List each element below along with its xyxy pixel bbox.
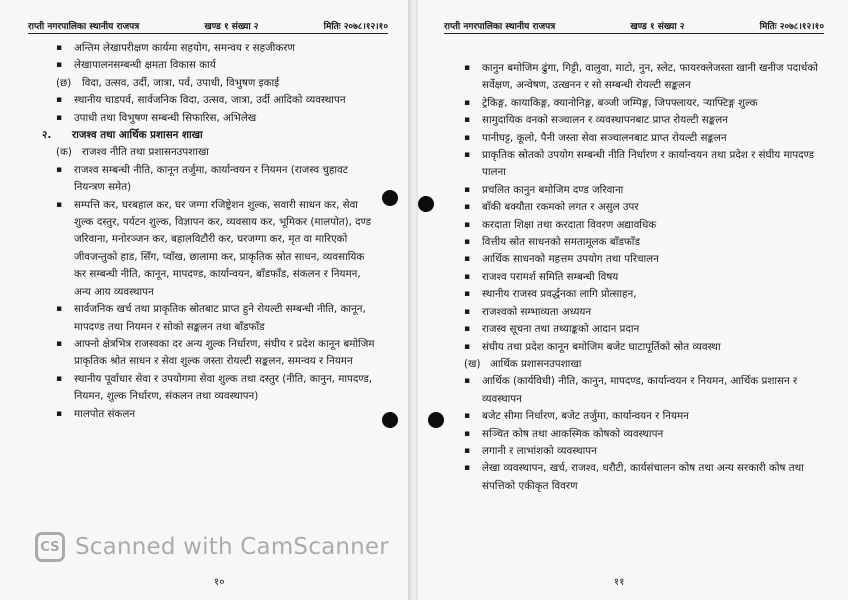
list-item: ▪ राजश्वको सम्भाव्यता अध्ययन xyxy=(448,304,820,321)
subsection-title: आर्थिक प्रशासनउपशाखा xyxy=(490,357,582,370)
left-page xyxy=(0,0,410,600)
left-page-content xyxy=(40,40,375,423)
list-item: ▪ संघीय तथा प्रदेश कानून बमोजिम बजेट घाटापूर्तिको स्रोत व्यवस्था xyxy=(448,339,820,356)
list-item: ▪ प्रचलित कानुन बमोजिम दण्ड जरिवाना xyxy=(448,182,820,199)
binder-hole xyxy=(418,196,434,212)
list-item: ▪ आर्थिक (कार्यविधी) नीति, कानुन, मापदण्ड, कार्यान्वयन र नियमन, आर्थिक प्रशासन र व्यवस्थापन xyxy=(448,373,820,408)
list-item: ▪ बजेट सीमा निर्धारण, बजेट तर्जुमा, कार्यान्वयन र नियमन xyxy=(448,408,820,425)
binder-hole xyxy=(428,412,444,428)
list-item: ▪ सामुदायिक वनको सञ्चालन र व्यवस्थापनबाट प्राप्त रोयल्टी सङ्कलन xyxy=(448,112,820,129)
list-item: ▪ स्थानीय राजस्व प्रवर्द्धनका लागि प्रोत्साहन, xyxy=(448,286,820,303)
camscanner-watermark xyxy=(35,532,389,562)
camscanner-logo-icon: CS xyxy=(35,532,65,562)
volume-number: खण्ड १ संख्या २ xyxy=(630,22,685,32)
list-item: ▪ मालपोत संकलन xyxy=(40,406,375,423)
list-item: ▪ ट्रेकिङ्ग, कायाकिङ्ग, क्यानोनिङ्ग, बञ्जी जम्पिङ्ग, जिपफ्लायर, ऱ्याफ्टिङ्ग शुल्क xyxy=(448,95,820,112)
list-item: ▪ पानीघट्ट, कूलो, पैनी जस्ता सेवा सञ्चालनबाट प्राप्त रोयल्टी सङ्कलन xyxy=(448,130,820,147)
right-page-content xyxy=(448,60,820,495)
list-item: ▪ राजस्व सूचना तथा तथ्याङ्कको आदान प्रदान xyxy=(448,321,820,338)
volume-number: खण्ड १ संख्या २ xyxy=(204,22,259,32)
list-cha xyxy=(40,92,375,127)
gazette-title: राप्ती नगरपालिका स्थानीय राजपत्र xyxy=(444,22,556,32)
left-page-header xyxy=(28,16,388,34)
list-item: ▪ लेखापालनसम्बन्धी क्षमता विकास कार्य xyxy=(40,57,375,74)
list-item: ▪ करदाता शिक्षा तथा करदाता विवरण अद्यावधिक xyxy=(448,217,820,234)
list-item: ▪ प्राकृतिक स्रोतको उपयोग सम्बन्धी नीति निर्धारण र कार्यान्वयन तथा प्रदेश र संघीय मापदण्ड पालना xyxy=(448,147,820,182)
list-item: ▪ स्थानीय चाडपर्व, सार्वजनिक विदा, उत्सव, जात्रा, उर्दी आदिको व्यवस्थापन xyxy=(40,92,375,109)
list-item: ▪ स्थानीय पूर्वाधार सेवा र उपयोगमा सेवा शुल्क तथा दस्तुर (नीति, कानुन, मापदण्ड, नियमन, शुल्क निर्धारण, संकलन तथा व्यवस्थापन) xyxy=(40,371,375,406)
list-item: ▪ बाँकी बक्यौता रकमको लगत र असुल उपर xyxy=(448,199,820,216)
subsection-label: (छ) xyxy=(56,76,72,89)
publication-date: मितिः २०७८।१२।१० xyxy=(759,22,824,32)
list-item: ▪ कानुन बमोजिम ढुंगा, गिट्टी, वालुवा, माटो, नुन, स्लेट, फायरक्लेजस्ता खानी खनीज पदार्थको सर्वेक्षण, अन्वेषण, उत्खनन र सो सम्बन्धी रोयल्टी सङ्कलन xyxy=(448,60,820,95)
list-item: ▪ अन्तिम लेखापरीक्षण कार्यमा सहयोग, समन्वय र सहजीकरण xyxy=(40,40,375,57)
right-page xyxy=(418,0,848,600)
page-number: १० xyxy=(214,577,225,588)
section-title: राजश्व तथा आर्थिक प्रशासन शाखा xyxy=(72,129,203,142)
subsection-label: (क) xyxy=(56,146,72,159)
section-number: २. xyxy=(42,129,52,142)
subsection-heading xyxy=(40,144,375,161)
list-item: ▪ राजश्व सम्बन्धी नीति, कानून तर्जुमा, कार्यान्वयन र नियमन (राजस्व चुहावट नियन्त्रण समेत) xyxy=(40,162,375,197)
list-item: ▪ राजश्व परामर्श समिति सम्बन्धी विषय xyxy=(448,269,820,286)
list-ka xyxy=(40,162,375,423)
subsection-heading xyxy=(40,75,375,92)
watermark-text: Scanned with CamScanner xyxy=(75,534,389,560)
publication-date: मितिः २०७८।१२।१० xyxy=(323,22,388,32)
subsection-title: विदा, उत्सव, उर्दी, जात्रा, पर्व, उपाधी, विभुषण इकाई xyxy=(82,76,280,89)
list-item: ▪ आफ्नो क्षेत्रभित्र राजस्वका दर अन्य शुल्क निर्धारण, संघीय र प्रदेश कानून बमोजिम प्राकृतिक श्रोत साधन र सेवा शुल्क जस्ता रोयल्टी सङ्कलन, समन्वय र नियमन xyxy=(40,336,375,371)
list-item: ▪ आर्थिक साधनको महत्तम उपयोग तथा परिचालन xyxy=(448,251,820,268)
list-item: ▪ सार्वजनिक खर्च तथा प्राकृतिक स्रोतबाट प्राप्त हुने रोयल्टी सम्बन्धी नीति, कानून, मापदण्ड तथा नियमन र सोको सङ्कलन तथा बाँडफाँड xyxy=(40,301,375,336)
list-item: ▪ वित्तीय स्रोत साधनको समतामूलक बाँडफाँड xyxy=(448,234,820,251)
binder-hole xyxy=(382,412,398,428)
subsection-title: राजश्व नीति तथा प्रशासनउपशाखा xyxy=(82,146,209,159)
list-kha xyxy=(448,373,820,495)
list-item: ▪ लगानी र लाभांशको व्यवस्थापन xyxy=(448,443,820,460)
subsection-heading xyxy=(448,356,820,373)
page-number: ११ xyxy=(614,577,625,588)
list-top xyxy=(40,40,375,75)
binder-hole xyxy=(382,190,398,206)
section-heading xyxy=(40,127,375,144)
right-page-header xyxy=(444,16,824,34)
list-item: ▪ सञ्चित कोष तथा आकस्मिक कोषको व्यवस्थापन xyxy=(448,426,820,443)
subsection-label: (ख) xyxy=(464,357,481,370)
list-item: ▪ लेखा व्यवस्थापन, खर्च, राजश्व, धरौटी, कार्यसंचालन कोष तथा अन्य सरकारी कोष तथा संपत्तिको एकीकृत विवरण xyxy=(448,460,820,495)
list-item: ▪ सम्पत्ति कर, घरबहाल कर, घर जग्गा रजिष्ट्रेशन शुल्क, सवारी साधन कर, सेवा शुल्क दस्तुर, पर्यटन शुल्क, विज्ञापन कर, व्यवसाय कर, भूमिकर (मालपोत), दण्ड जरिवाना, मनोरञ्जन कर, बहालविटौरी कर, घरजग्गा कर, मृत वा मारिएको जीवजन्तुको हाड, सिँग, प्वाँख, छालामा कर, प्राकृतिक स्रोत साधन, व्यवसायिक कर सम्बन्धी नीति, कानून, मापदण्ड, कार्यान्वयन, बाँडफाँड, संकलन र नियमन, अन्य आय व्यवस्थापन xyxy=(40,197,375,301)
list-top xyxy=(448,60,820,356)
list-item: ▪ उपाधी तथा विभुषण सम्बन्धी सिफारिस, अभिलेख xyxy=(40,110,375,127)
gazette-title: राप्ती नगरपालिका स्थानीय राजपत्र xyxy=(28,22,140,32)
